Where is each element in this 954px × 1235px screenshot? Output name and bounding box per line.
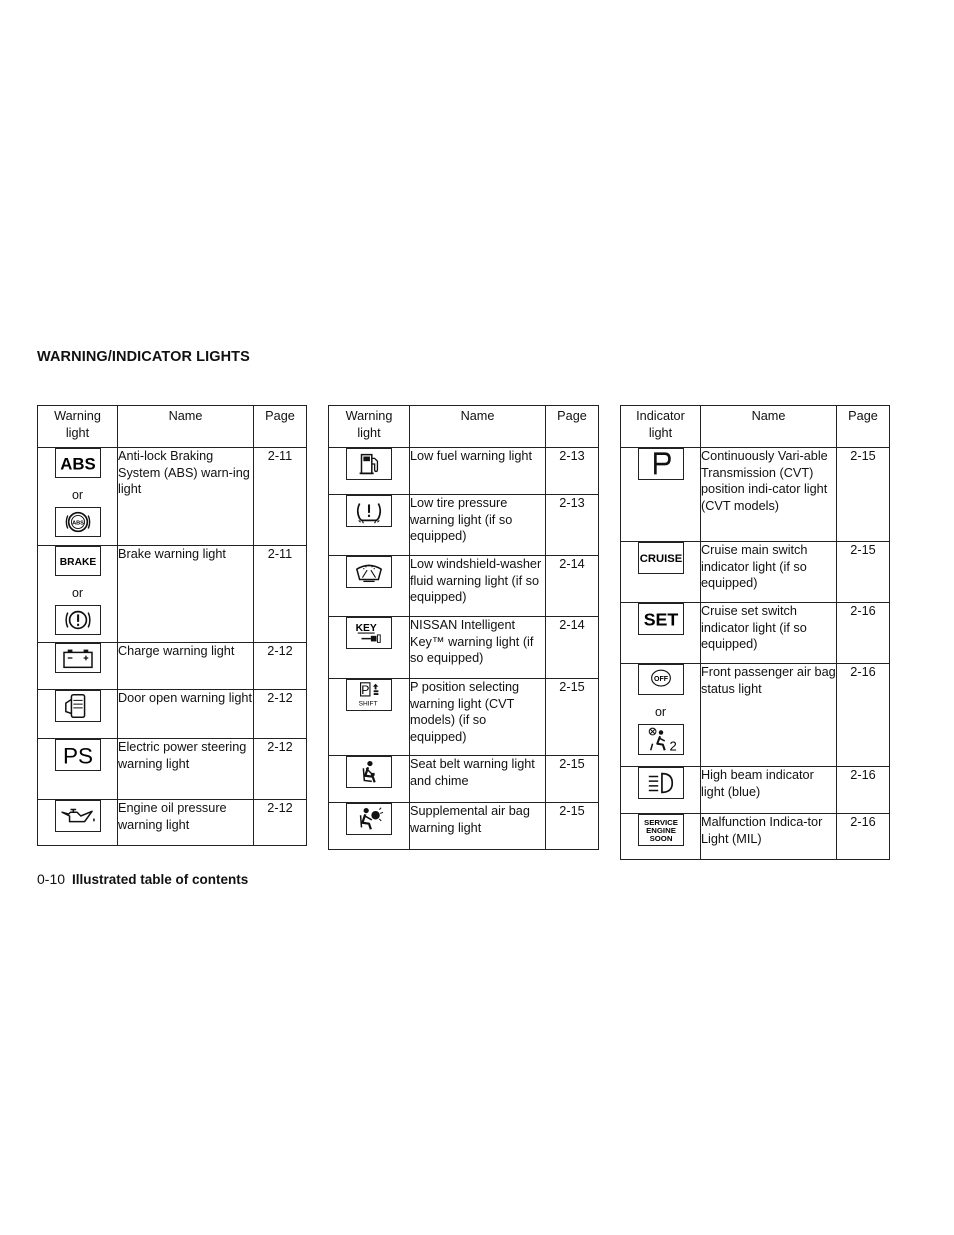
page-ref: 2-12 <box>254 643 307 690</box>
page-ref: 2-16 <box>837 664 890 767</box>
table-row <box>38 448 307 546</box>
table-row <box>329 556 599 617</box>
page-ref: 2-15 <box>546 756 599 803</box>
table-row <box>621 767 890 814</box>
page-number: 0-10 <box>37 871 66 887</box>
header-light: Warning light <box>329 406 410 448</box>
key-icon <box>346 617 392 649</box>
icon-cell <box>38 690 118 739</box>
brake-text-icon <box>55 546 101 576</box>
light-name: Continuously Vari-able Transmission (CVT) position indi-cator light (CVT models) <box>701 448 837 542</box>
ps-icon <box>55 739 101 771</box>
brake-circle-icon <box>55 605 101 635</box>
footer-title: Illustrated table of contents <box>72 872 249 887</box>
tire-pressure-icon <box>346 495 392 527</box>
icon-cell <box>329 556 410 617</box>
light-name: Brake warning light <box>118 546 254 643</box>
table-row <box>38 643 307 690</box>
table-row <box>621 542 890 603</box>
icon-cell <box>329 448 410 495</box>
light-name: P position selecting warning light (CVT models) (if so equipped) <box>410 679 546 756</box>
page-ref: 2-14 <box>546 556 599 617</box>
light-name: Low fuel warning light <box>410 448 546 495</box>
icon-cell <box>38 739 118 800</box>
table-row <box>329 756 599 803</box>
header-page: Page <box>837 406 890 448</box>
icon-cell <box>329 617 410 679</box>
svg-text:2: 2 <box>669 737 677 753</box>
svg-text:ENGINE: ENGINE <box>645 825 676 835</box>
p-position-icon <box>638 448 684 480</box>
washer-fluid-icon <box>346 556 392 588</box>
light-name: Supplemental air bag warning light <box>410 803 546 850</box>
table-row <box>621 448 890 542</box>
table-row <box>621 664 890 767</box>
door-open-icon <box>55 690 101 722</box>
page-ref: 2-14 <box>546 617 599 679</box>
table-header-row <box>38 406 307 448</box>
table-row <box>621 603 890 664</box>
header-name: Name <box>410 406 546 448</box>
light-name: Malfunction Indica-tor Light (MIL) <box>701 814 837 860</box>
svg-text:CRUISE: CRUISE <box>639 552 682 565</box>
svg-text:P: P <box>361 683 370 698</box>
light-name: Electric power steering warning light <box>118 739 254 800</box>
abs-circle-icon <box>55 507 101 537</box>
light-name: Cruise main switch indicator light (if so equipped) <box>701 542 837 603</box>
svg-text:ABS: ABS <box>71 519 84 526</box>
abs-text-icon <box>55 448 101 478</box>
icon-cell <box>621 603 701 664</box>
light-name: Cruise set switch indicator light (if so equipped) <box>701 603 837 664</box>
indicator-lights-table <box>620 405 890 860</box>
airbag-off-icon <box>638 664 684 695</box>
table-row <box>329 448 599 495</box>
header-light: Warning light <box>38 406 118 448</box>
table-row <box>38 800 307 846</box>
warning-lights-table-1 <box>37 405 307 846</box>
light-name: Low tire pressure warning light (if so equipped) <box>410 495 546 556</box>
page-ref: 2-15 <box>546 803 599 850</box>
svg-text:SERVICE: SERVICE <box>643 817 678 827</box>
icon-cell <box>329 756 410 803</box>
oil-can-icon <box>55 800 101 832</box>
table-row <box>329 803 599 850</box>
or-label: or <box>71 487 84 502</box>
table-header-row <box>621 406 890 448</box>
seat-belt-icon <box>346 756 392 788</box>
icon-cell <box>38 546 118 643</box>
icon-cell <box>621 767 701 814</box>
page-ref: 2-12 <box>254 690 307 739</box>
or-label: or <box>654 704 667 719</box>
header-name: Name <box>118 406 254 448</box>
svg-text:KEY: KEY <box>355 623 377 635</box>
light-name: Anti-lock Braking System (ABS) warn-ing light <box>118 448 254 546</box>
page-ref: 2-16 <box>837 603 890 664</box>
svg-text:SHIFT: SHIFT <box>358 700 378 708</box>
table-row <box>329 495 599 556</box>
icon-cell <box>329 495 410 556</box>
icon-cell <box>329 803 410 850</box>
page-ref: 2-13 <box>546 495 599 556</box>
light-name: NISSAN Intelligent Key™ warning light (if so equipped) <box>410 617 546 679</box>
table-row <box>329 617 599 679</box>
section-title: WARNING/INDICATOR LIGHTS <box>37 349 250 365</box>
svg-text:OFF: OFF <box>653 675 668 683</box>
icon-cell <box>38 448 118 546</box>
cruise-icon <box>638 542 684 574</box>
page-ref: 2-11 <box>254 546 307 643</box>
icon-cell <box>329 679 410 756</box>
light-name: Low windshield-washer fluid warning light (if so equipped) <box>410 556 546 617</box>
header-light: Indicator light <box>621 406 701 448</box>
icon-cell <box>621 814 701 860</box>
header-page: Page <box>546 406 599 448</box>
set-icon <box>638 603 684 635</box>
table-row <box>38 546 307 643</box>
table-row <box>621 814 890 860</box>
service-engine-soon-icon <box>638 814 684 846</box>
table-row <box>38 690 307 739</box>
svg-text:SET: SET <box>643 609 678 630</box>
table-row <box>38 739 307 800</box>
airbag-icon <box>346 803 392 835</box>
page-footer <box>37 871 248 887</box>
svg-text:ABS: ABS <box>59 454 96 474</box>
header-page: Page <box>254 406 307 448</box>
warning-lights-table-2 <box>328 405 599 850</box>
light-name: Engine oil pressure warning light <box>118 800 254 846</box>
page-ref: 2-15 <box>837 448 890 542</box>
light-name: Charge warning light <box>118 643 254 690</box>
icon-cell <box>38 643 118 690</box>
page-ref: 2-15 <box>546 679 599 756</box>
light-name: High beam indicator light (blue) <box>701 767 837 814</box>
icon-cell <box>621 542 701 603</box>
light-name: Front passenger air bag status light <box>701 664 837 767</box>
svg-text:PS: PS <box>62 743 93 769</box>
page-ref: 2-15 <box>837 542 890 603</box>
page-ref: 2-12 <box>254 739 307 800</box>
header-name: Name <box>701 406 837 448</box>
p-shift-icon <box>346 679 392 711</box>
or-label: or <box>71 585 84 600</box>
passenger-airbag-icon <box>638 724 684 755</box>
page-ref: 2-11 <box>254 448 307 546</box>
table-header-row <box>329 406 599 448</box>
high-beam-icon <box>638 767 684 799</box>
table-row <box>329 679 599 756</box>
icon-cell <box>621 664 701 767</box>
light-name: Seat belt warning light and chime <box>410 756 546 803</box>
light-name: Door open warning light <box>118 690 254 739</box>
battery-icon <box>55 643 101 673</box>
page-ref: 2-12 <box>254 800 307 846</box>
page-ref: 2-13 <box>546 448 599 495</box>
icon-cell <box>38 800 118 846</box>
page-ref: 2-16 <box>837 767 890 814</box>
icon-cell <box>621 448 701 542</box>
page-ref: 2-16 <box>837 814 890 860</box>
svg-text:BRAKE: BRAKE <box>59 557 96 569</box>
svg-text:SOON: SOON <box>649 833 672 843</box>
fuel-pump-icon <box>346 448 392 480</box>
